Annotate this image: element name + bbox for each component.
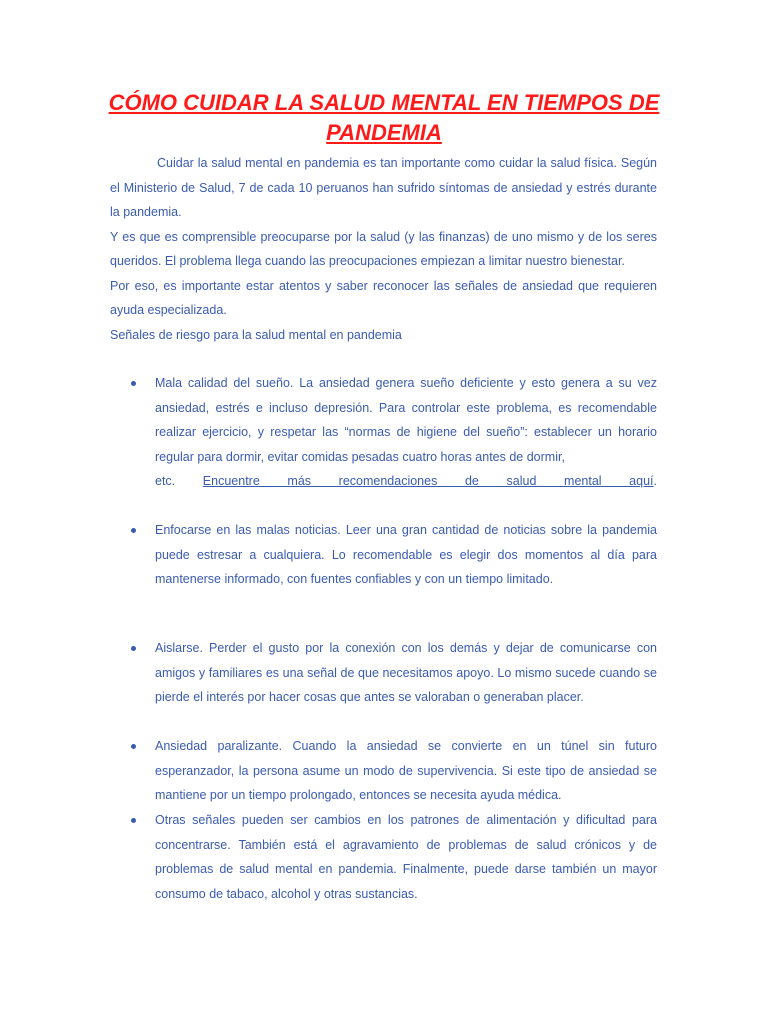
bullet-text: Aislarse. Perder el gusto por la conexión con los demás y dejar de comunicarse con amigos y familiares es una señal de que necesitamos apoyo. Lo mismo sucede cuando se pierde el interés por hacer cosas que antes se valoraban o generaban placer. [155, 641, 657, 704]
bullet-icon [131, 818, 136, 823]
bullet-icon [131, 744, 136, 749]
bullet-text: Otras señales pueden ser cambios en los patrones de alimentación y dificultad para concentrarse. También está el agravamiento de problemas de salud crónicos y de problemas de salud mental en pandemia. Finalmente, puede darse también un mayor consumo de tabaco, alcohol y otras sustancias. [155, 813, 657, 901]
list-item [155, 636, 657, 710]
list-item [155, 808, 657, 906]
bullet-text: Enfocarse en las malas noticias. Leer una gran cantidad de noticias sobre la pandemia puede estresar a cualquiera. Lo recomendable es elegir dos momentos al día para mantenerse informado, con fuentes confiables y con un tiempo limitado. [155, 523, 657, 586]
list-item [155, 734, 657, 808]
bullet-last-line [155, 469, 657, 494]
section-heading: Señales de riesgo para la salud mental en pandemia [110, 327, 402, 342]
list-item [155, 371, 657, 494]
list-item [155, 518, 657, 592]
bullet-text: Mala calidad del sueño. La ansiedad genera sueño deficiente y esto genera a su vez ansiedad, estrés e incluso depresión. Para controlar este problema, es recomendable realizar ejercicio, y respetar las “normas de higiene del sueño”: establecer un horario regular para dormir, evitar comidas pesadas cuatro horas antes de dormir, [155, 376, 657, 464]
recommendations-link[interactable]: Encuentre más recomendaciones de salud mental aquí [202, 474, 654, 488]
intro-paragraph: Y es que es comprensible preocuparse por la salud (y las finanzas) de uno mismo y de los seres queridos. El problema llega cuando las preocupaciones empiezan a limitar nuestro bienestar. [110, 229, 657, 268]
bullet-text-tail-end: . [653, 474, 657, 488]
bullet-icon [131, 381, 136, 386]
page-title: CÓMO CUIDAR LA SALUD MENTAL EN TIEMPOS DE PANDEMIA [108, 90, 660, 145]
intro-paragraph: Por eso, es importante estar atentos y saber reconocer las señales de ansiedad que requieren ayuda especializada. [110, 278, 657, 317]
intro-paragraph: Cuidar la salud mental en pandemia es tan importante como cuidar la salud física. Según el Ministerio de Salud, 7 de cada 10 peruanos han sufrido síntomas de ansiedad y estrés durante la pandemia. [110, 156, 657, 219]
bullet-text: Ansiedad paralizante. Cuando la ansiedad se convierte en un túnel sin futuro esperanzador, la persona asume un modo de supervivencia. Si este tipo de ansiedad se mantiene por un tiempo prolongado, entonces se necesita ayuda médica. [155, 739, 657, 802]
bullet-text-tail: etc. [155, 474, 203, 488]
bullet-icon [131, 528, 136, 533]
bullet-icon [131, 646, 136, 651]
